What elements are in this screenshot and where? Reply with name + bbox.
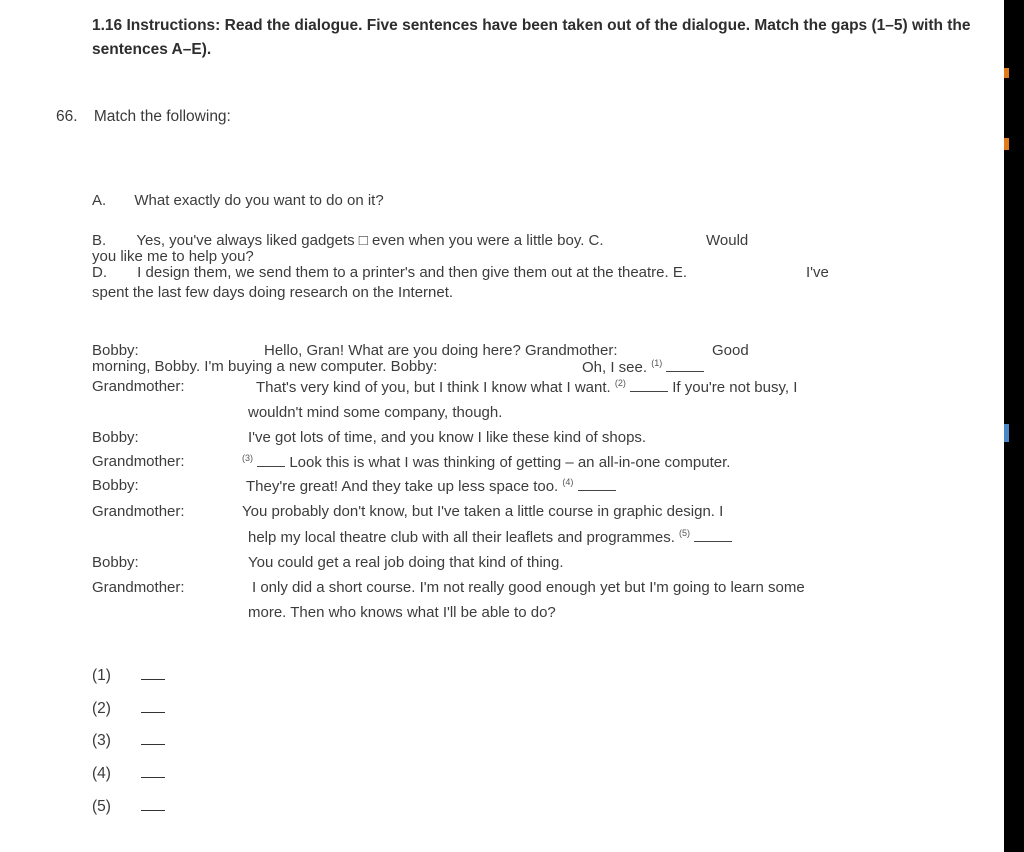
dialogue-line: more. Then who knows what I'll be able to do? xyxy=(248,604,556,621)
answer-blank[interactable] xyxy=(141,712,165,713)
option-c-start: Would xyxy=(706,232,749,249)
option-d xyxy=(92,264,687,281)
dialogue-text: If you're not busy, I xyxy=(672,379,798,396)
dialogue-line: You probably don't know, but I've taken a little course in graphic design. I xyxy=(242,503,724,520)
answer-label: (3) xyxy=(92,732,111,749)
gap-blank xyxy=(666,361,704,372)
dialogue-line xyxy=(242,453,730,471)
edge-marker xyxy=(1004,68,1009,78)
dialogue-speaker: Grandmother: xyxy=(92,503,185,520)
dialogue-text: That's very kind of you, but I think I know what I want. xyxy=(256,379,611,396)
dialogue-text: Look this is what I was thinking of getting – an all-in-one computer. xyxy=(289,454,731,471)
dialogue-line: Good xyxy=(712,342,749,359)
dialogue-text: Oh, I see. xyxy=(582,359,648,376)
gap-marker: (1) xyxy=(651,358,663,368)
answer-blank[interactable] xyxy=(141,810,165,811)
answer-blank[interactable] xyxy=(141,679,165,680)
option-e-end: spent the last few days doing research on the Internet. xyxy=(92,284,454,301)
answer-row-5 xyxy=(92,798,165,816)
dialogue-speaker: Bobby: xyxy=(92,429,139,446)
question-header xyxy=(56,108,231,126)
instructions: 1.16 Instructions: Read the dialogue. Five sentences have been taken out of the dialogue. Match the gaps (1–5) with the sentences A–E). xyxy=(92,17,971,58)
answer-blank[interactable] xyxy=(141,777,165,778)
dialogue-line xyxy=(582,358,704,376)
dialogue-speaker: Bobby: xyxy=(92,477,139,494)
dialogue-text: help my local theatre club with all their leaflets and programmes. xyxy=(248,529,675,546)
page-edge xyxy=(1004,0,1024,852)
answer-row-2 xyxy=(92,700,165,718)
option-c-end: you like me to help you? xyxy=(92,248,254,265)
option-letter: A. xyxy=(92,192,107,209)
dialogue-text: They're great! And they take up less space too. xyxy=(246,478,559,495)
dialogue-line xyxy=(256,378,797,396)
dialogue-speaker: Grandmother: xyxy=(92,453,185,470)
option-e-start: I've xyxy=(806,264,829,281)
answer-label: (1) xyxy=(92,667,111,684)
gap-blank xyxy=(694,531,732,542)
option-text: What exactly do you want to do on it? xyxy=(134,192,384,209)
answer-row-3 xyxy=(92,732,165,750)
question-text: Match the following: xyxy=(93,108,231,125)
gap-marker: (4) xyxy=(562,477,574,487)
gap-marker: (3) xyxy=(242,453,253,463)
dialogue-line: Hello, Gran! What are you doing here? Grandmother: xyxy=(264,342,618,359)
dialogue-line: wouldn't mind some company, though. xyxy=(248,404,503,421)
edge-marker xyxy=(1004,138,1009,150)
dialogue-line: You could get a real job doing that kind of thing. xyxy=(248,554,564,571)
option-a xyxy=(92,192,384,209)
dialogue-speaker: Grandmother: xyxy=(92,378,185,395)
option-text: Yes, you've always liked gadgets □ even when you were a little boy. C. xyxy=(136,232,604,249)
dialogue-line: morning, Bobby. I'm buying a new computer. Bobby: xyxy=(92,358,438,375)
dialogue-speaker: Grandmother: xyxy=(92,579,185,596)
dialogue-line: I've got lots of time, and you know I like these kind of shops. xyxy=(248,429,647,446)
question-number: 66. xyxy=(56,108,78,125)
dialogue-line xyxy=(248,528,732,546)
dialogue-line: I only did a short course. I'm not really good enough yet but I'm going to learn some xyxy=(252,579,805,596)
edge-marker xyxy=(1004,424,1009,442)
dialogue-speaker: Bobby: xyxy=(92,342,139,359)
answer-label: (2) xyxy=(92,700,111,717)
option-letter: B. xyxy=(92,232,107,249)
gap-marker: (5) xyxy=(679,528,691,538)
option-text: I design them, we send them to a printer's and then give them out at the theatre. E. xyxy=(137,264,688,281)
gap-blank xyxy=(257,456,285,467)
answer-row-1 xyxy=(92,667,165,685)
option-letter: D. xyxy=(92,264,107,281)
answer-label: (5) xyxy=(92,798,111,815)
dialogue-line xyxy=(246,477,616,495)
answer-label: (4) xyxy=(92,765,111,782)
answer-row-4 xyxy=(92,765,165,783)
gap-blank xyxy=(578,480,616,491)
option-b xyxy=(92,232,604,249)
gap-marker: (2) xyxy=(614,378,626,388)
gap-blank xyxy=(630,381,668,392)
dialogue-speaker: Bobby: xyxy=(92,554,139,571)
answer-blank[interactable] xyxy=(141,744,165,745)
